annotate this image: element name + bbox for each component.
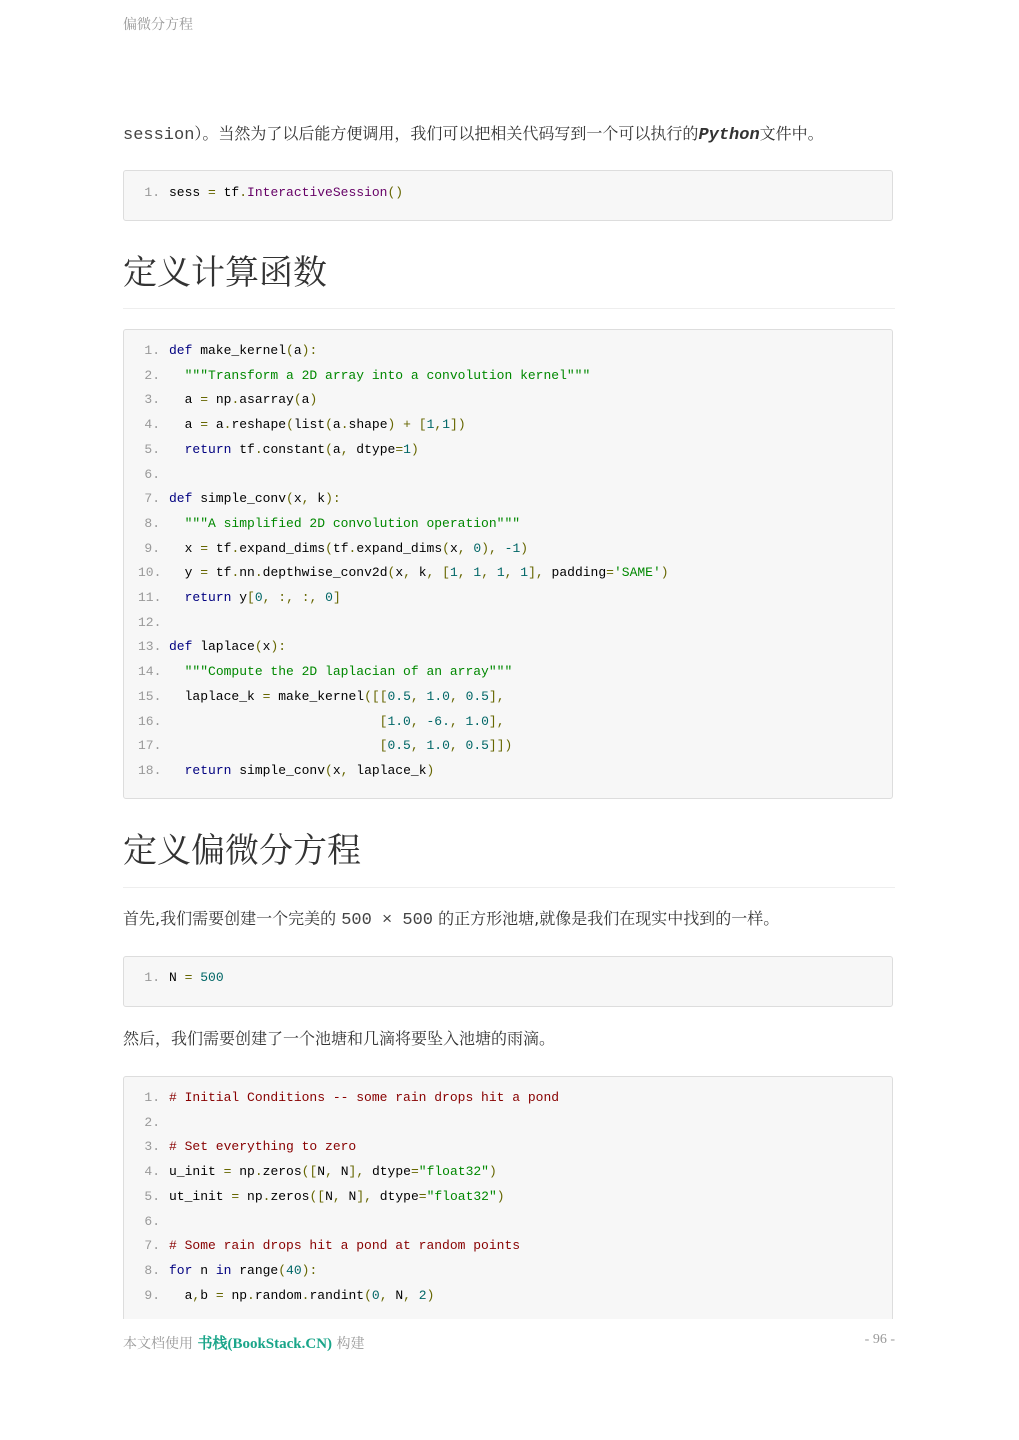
line-number: 1. [144,1090,160,1105]
code-line [124,1162,892,1182]
code-text: [0.5, 1.0, 0.5]]) [379,738,513,754]
line-number: 1. [144,185,160,200]
code-line [124,613,892,633]
line-number: 18. [138,762,162,778]
code-text: N = 500 [169,970,224,985]
grid-size-paragraph [123,907,895,933]
code-line [124,341,892,361]
code-text: # Some rain drops hit a pond at random points [169,1238,521,1254]
line-number: 7. [144,1238,160,1254]
code-line [124,563,892,583]
page-number: - 96 - [864,1332,895,1347]
code-block-initial-conditions [123,1076,893,1336]
code-text: return y[0, :, :, 0] [184,590,341,605]
line-number: 4. [144,417,160,433]
code-block-functions [123,329,893,799]
line-number: 13. [138,639,162,655]
line-number: 5. [144,1188,160,1204]
code-text: def laplace(x): [169,639,287,655]
line-number: 10. [138,565,162,581]
code-line [124,1113,892,1133]
code-line [124,736,892,756]
line-number: 9. [144,540,160,556]
code-text: """Transform a 2D array into a convolution kernel""" [184,367,591,383]
line-number: 5. [144,441,160,457]
para-text-b: 的正方形池塘,就像是我们在现实中找到的一样。 [433,909,780,928]
line-number: 2. [144,1114,160,1130]
code-line [124,1212,892,1232]
para-text-a: 首先,我们需要创建一个完美的 [123,909,342,928]
line-number: 3. [144,1139,160,1155]
grid-size-math: 500 × 500 [341,911,434,930]
line-number: 9. [144,1287,160,1303]
code-line [124,440,892,460]
footer-suffix: 构建 [332,1336,365,1352]
line-number: 16. [138,713,162,729]
code-line [124,1286,892,1306]
code-text: a,b = np.random.randint(0, N, 2) [169,1287,435,1303]
code-line [124,968,892,988]
code-text: # Set everything to zero [169,1139,357,1155]
line-number: 14. [138,664,162,680]
code-text: sess = tf.InteractiveSession() [169,185,404,200]
code-word: session [123,126,195,145]
line-number: 2. [144,367,160,383]
code-text: def make_kernel(a): [169,343,318,358]
section-heading-pde: 定义偏微分方程 [123,828,895,888]
code-text: for n in range(40): [169,1262,318,1278]
line-number: 6. [144,1213,160,1229]
intro-text-a: ）。当然为了以后能方便调用，我们可以把相关代码写到一个可以执行的 [194,124,699,143]
code-line [124,761,892,781]
line-number: 1. [144,343,160,358]
bookstack-link[interactable]: 书栈(BookStack.CN) [197,1336,333,1352]
code-text: [1.0, -6., 1.0], [379,713,505,729]
code-line [124,183,892,203]
code-block-session [123,170,893,221]
code-line [124,465,892,485]
line-number: 11. [138,590,162,605]
raindrop-paragraph: 然后，我们需要创建了一个池塘和几滴将要坠入池塘的雨滴。 [123,1029,556,1048]
code-text: """Compute the 2D laplacian of an array""" [184,664,513,680]
python-word: Python [698,126,760,145]
code-text: """A simplified 2D convolution operation""" [184,515,521,531]
code-line [124,1137,892,1157]
code-line [124,390,892,410]
line-number: 15. [138,688,162,704]
code-line [124,539,892,559]
running-header: 偏微分方程 [123,17,193,33]
code-text: ut_init = np.zeros([N, N], dtype="float32") [169,1188,505,1204]
line-number: 6. [144,466,160,482]
line-number: 8. [144,515,160,531]
code-line [124,489,892,509]
code-text: # Initial Conditions -- some rain drops hit a pond [169,1090,560,1105]
code-text: def simple_conv(x, k): [169,491,341,507]
code-text: return simple_conv(x, laplace_k) [184,762,435,778]
code-text: laplace_k = make_kernel([[0.5, 1.0, 0.5], [169,688,505,704]
line-number: 4. [144,1164,160,1180]
code-line [124,1088,892,1108]
code-line [124,712,892,732]
section-heading-compute-functions: 定义计算函数 [123,250,895,309]
code-text: u_init = np.zeros([N, N], dtype="float32") [169,1164,497,1180]
footer-prefix: 本文档使用 [123,1336,198,1352]
code-line [124,415,892,435]
code-line [124,662,892,682]
code-text: return tf.constant(a, dtype=1) [184,441,419,457]
line-number: 17. [138,738,162,754]
line-number: 1. [144,970,160,985]
code-text: a = np.asarray(a) [169,392,318,408]
code-block-n [123,956,893,1007]
footer-credit [123,1332,365,1353]
code-line [124,687,892,707]
line-number: 12. [138,614,162,630]
intro-text-b: 文件中。 [759,124,824,143]
code-line [124,1187,892,1207]
code-line [124,514,892,534]
code-text: a = a.reshape(list(a.shape) + [1,1]) [169,417,466,433]
code-line [124,366,892,386]
code-text: x = tf.expand_dims(tf.expand_dims(x, 0), -1) [169,540,529,556]
code-line [124,588,892,608]
code-line [124,637,892,657]
line-number: 8. [144,1262,160,1278]
code-text: y = tf.nn.depthwise_conv2d(x, k, [1, 1, 1, 1], padding='SAME') [169,565,669,581]
line-number: 3. [144,392,160,408]
code-line [124,1261,892,1281]
code-line [124,1236,892,1256]
intro-paragraph [123,122,895,148]
line-number: 7. [144,491,160,507]
